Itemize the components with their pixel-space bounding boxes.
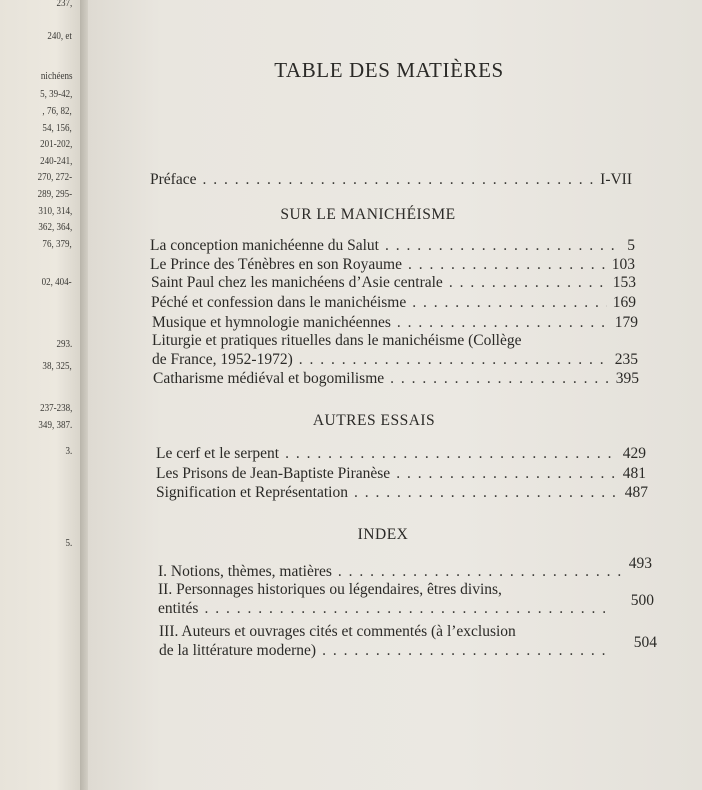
entry-label: Catharisme médiéval et bogomilisme <box>153 370 385 387</box>
left-fragment: 240-241, <box>39 155 72 167</box>
entry-page: 481 <box>622 465 646 482</box>
toc-entry <box>151 294 636 312</box>
entry-label: I. Notions, thèmes, matières <box>158 563 332 580</box>
entry-page: 169 <box>612 294 636 311</box>
left-fragment: nichéens <box>40 70 72 82</box>
dot-leader <box>204 600 604 618</box>
toc-entry <box>156 445 646 463</box>
entry-label: Le Prince des Ténèbres en son Royaume <box>150 256 402 273</box>
left-fragment: 201-202, <box>39 138 72 150</box>
left-fragment: 76, 379, <box>42 238 72 250</box>
left-fragment: 237, <box>56 0 72 9</box>
dot-leader <box>449 274 607 292</box>
toc-entry <box>152 351 638 369</box>
dot-leader <box>412 294 607 312</box>
toc-entry <box>150 237 635 255</box>
left-page <box>0 0 80 790</box>
left-fragment: 310, 314, <box>38 205 72 217</box>
entry-label: La conception manichéenne du Salut <box>150 237 379 254</box>
dot-leader <box>299 351 609 369</box>
dot-leader <box>322 642 608 660</box>
section-heading: INDEX <box>357 526 409 543</box>
dot-leader <box>338 563 623 581</box>
entry-page: 487 <box>624 484 648 501</box>
section-heading: SUR LE MANICHÉISME <box>280 206 456 223</box>
left-fragment: 54, 156, <box>42 122 72 134</box>
toc-entry <box>158 555 652 581</box>
left-fragment: 362, 364, <box>38 221 72 233</box>
left-fragment: 293. <box>56 338 72 350</box>
toc-entry <box>156 465 646 483</box>
left-fragment: 240, et <box>47 30 72 42</box>
entry-label: Péché et confession dans le manichéisme <box>151 294 407 311</box>
left-fragment: 349, 387. <box>38 419 72 431</box>
entry-page: 5 <box>627 237 635 254</box>
entry-label-continued: de la littérature moderne) <box>159 642 317 659</box>
entry-label: Saint Paul chez les manichéens d’Asie centrale <box>151 274 443 291</box>
toc-entry <box>152 314 638 332</box>
contents-page <box>88 0 702 790</box>
entry-page: 179 <box>614 314 638 331</box>
entry-label: Préface <box>150 171 197 188</box>
left-fragment: , 76, 82, <box>42 105 72 117</box>
entry-label: Musique et hymnologie manichéennes <box>152 314 391 331</box>
entry-label: Signification et Représentation <box>156 484 348 501</box>
entry-page: 235 <box>614 351 638 368</box>
left-fragment: 289, 295- <box>37 188 72 200</box>
entry-page: 153 <box>612 274 636 291</box>
dot-leader <box>354 484 619 502</box>
dot-leader <box>385 237 621 255</box>
dot-leader <box>397 314 609 332</box>
left-fragment: 3. <box>65 445 72 457</box>
entry-page: 429 <box>622 445 646 462</box>
entry-label-continued: de France, 1952-1972) <box>152 351 293 368</box>
entry-label: Le cerf et le serpent <box>156 445 280 462</box>
entry-page: 103 <box>611 256 635 273</box>
toc-entry <box>150 256 635 274</box>
entry-page: 395 <box>615 370 639 387</box>
toc-entry <box>158 592 654 618</box>
left-fragment: 38, 325, <box>42 360 72 372</box>
left-fragment: 270, 272- <box>37 171 72 183</box>
entry-label: III. Auteurs et ouvrages cités et commentés (à l’exclusion <box>159 623 516 640</box>
left-fragment: 02, 404- <box>41 276 72 288</box>
left-fragment: 5, 39-42, <box>39 88 72 100</box>
left-fragment: 237-238, <box>39 402 72 414</box>
dot-leader <box>202 171 594 189</box>
entry-page: 493 <box>628 555 652 572</box>
dot-leader <box>390 370 610 388</box>
entry-page: 500 <box>630 592 654 609</box>
left-fragment: 5. <box>65 537 72 549</box>
toc-entry-preface <box>150 171 632 189</box>
entry-page: 504 <box>633 634 657 651</box>
section-heading: AUTRES ESSAIS <box>312 412 436 429</box>
entry-label-continued: entités <box>158 600 199 617</box>
entry-label: II. Personnages historiques ou légendaires, êtres divins, <box>158 581 502 598</box>
entry-page: I-VII <box>600 171 632 188</box>
toc-entry <box>151 274 636 292</box>
page-title: TABLE DES MATIÈRES <box>274 58 504 82</box>
dot-leader <box>285 445 617 463</box>
toc-entry <box>156 484 648 502</box>
entry-label: Les Prisons de Jean-Baptiste Piranèse <box>156 465 391 482</box>
dot-leader <box>396 465 617 483</box>
toc-entry <box>159 634 657 660</box>
entry-label: Liturgie et pratiques rituelles dans le manichéisme (Collège <box>152 332 522 349</box>
dot-leader <box>408 256 606 274</box>
toc-entry <box>153 370 639 388</box>
